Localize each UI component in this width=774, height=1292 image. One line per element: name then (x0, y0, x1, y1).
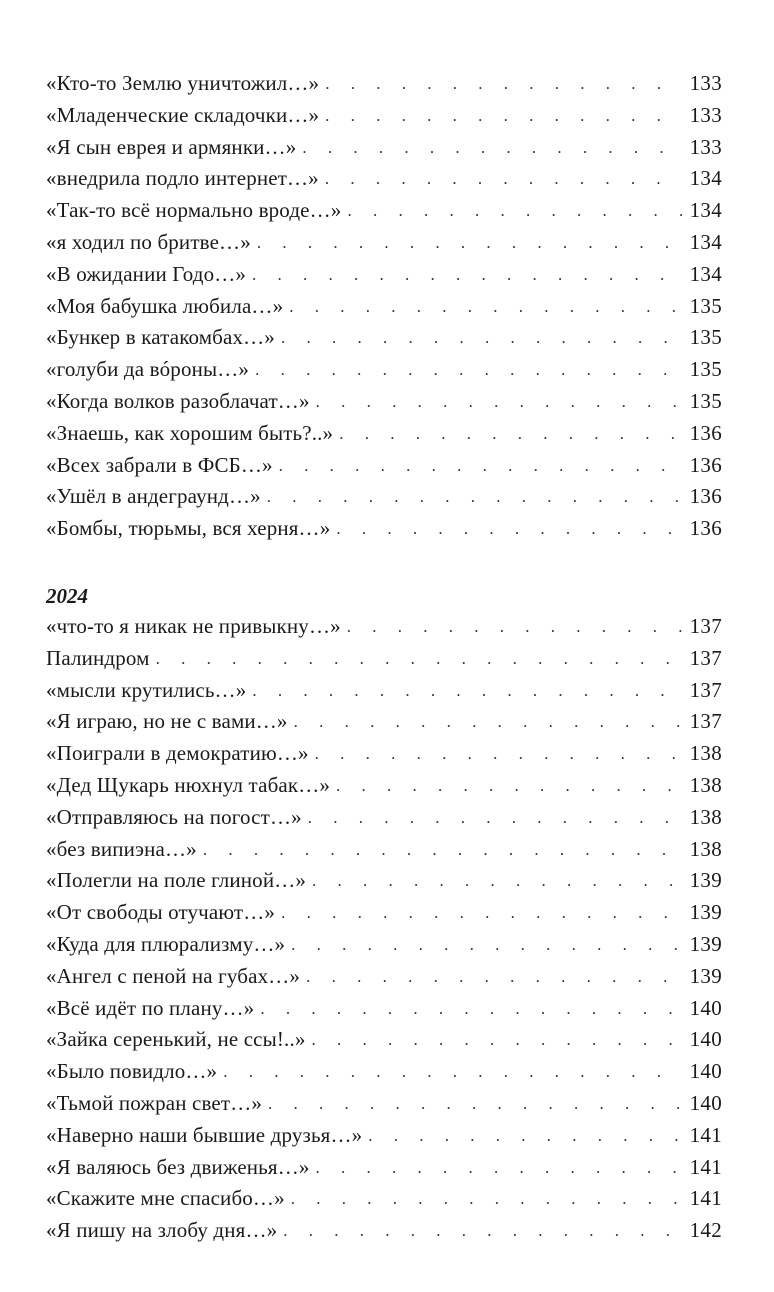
toc-entry (46, 1183, 722, 1215)
toc-entry (46, 163, 722, 195)
toc-entry-title: Палиндром (46, 645, 150, 670)
toc-entry-title: «Ушёл в андеграунд…» (46, 484, 261, 509)
toc-entry (46, 897, 722, 929)
toc-entry-title: «Когда волков разоблачат…» (46, 388, 310, 413)
toc-entry-title: «Я играю, но не с вами…» (46, 709, 288, 734)
toc-entry (46, 132, 722, 164)
toc-entry-page-number: 142 (689, 1218, 722, 1243)
dot-leader (156, 643, 682, 675)
toc-entry-page-number: 137 (689, 677, 722, 702)
toc-entry-page-number: 139 (689, 900, 722, 925)
toc-entry (46, 227, 722, 259)
dot-leader (316, 1152, 682, 1184)
toc-entry-page-number: 134 (689, 229, 722, 254)
toc-entry (46, 1120, 722, 1152)
dot-leader (252, 675, 681, 707)
toc-entry (46, 1215, 722, 1247)
dot-leader (203, 834, 682, 866)
toc-entry-page-number: 137 (689, 709, 722, 734)
toc-entry (46, 1056, 722, 1088)
dot-leader (260, 993, 681, 1025)
dot-leader (339, 418, 681, 450)
toc-entry-title: «Скажите мне спасибо…» (46, 1186, 285, 1211)
toc-entry (46, 322, 722, 354)
toc-entry-page-number: 141 (689, 1154, 722, 1179)
dot-leader (312, 865, 682, 897)
toc-entry-page-number: 140 (689, 995, 722, 1020)
toc-entry-title: «внедрила подло интернет…» (46, 166, 319, 191)
toc-entry-page-number: 138 (689, 836, 722, 861)
toc-entry (46, 643, 722, 675)
toc-entry (46, 418, 722, 450)
dot-leader (257, 227, 682, 259)
toc-entry (46, 802, 722, 834)
toc-entry-title: «голуби да вóроны…» (46, 357, 250, 382)
toc-entry-page-number: 135 (689, 357, 722, 382)
toc-entry-title: «Кто-то Землю уничтожил…» (46, 71, 320, 95)
toc-entry-title: «Ангел с пеной на губах…» (46, 963, 301, 988)
toc-entry-page-number: 136 (689, 452, 722, 477)
dot-leader (315, 738, 682, 770)
toc-entry (46, 386, 722, 418)
toc-entry (46, 68, 722, 100)
toc-entry-page-number: 135 (689, 293, 722, 318)
dot-leader (294, 706, 682, 738)
dot-leader (223, 1056, 681, 1088)
toc-entry-title: «Я валяюсь без движенья…» (46, 1154, 310, 1179)
dot-leader (268, 1088, 682, 1120)
toc-entry-title: «Бункер в катакомбах…» (46, 325, 275, 350)
toc-entry-title: «мысли крутились…» (46, 677, 247, 702)
toc-entry-page-number: 134 (689, 261, 722, 286)
table-of-contents-page (46, 68, 722, 1247)
year-heading: 2024 (46, 583, 88, 608)
toc-list-section-1 (46, 68, 722, 545)
dot-leader (302, 132, 681, 164)
toc-entry (46, 1152, 722, 1184)
toc-entry-page-number: 134 (689, 198, 722, 223)
toc-entry-title: «Отправляюсь на погост…» (46, 804, 302, 829)
toc-entry (46, 865, 722, 897)
toc-entry-page-number: 139 (689, 868, 722, 893)
toc-entry-page-number: 138 (689, 772, 722, 797)
toc-entry (46, 100, 722, 132)
toc-entry-title: «Куда для плюрализму…» (46, 931, 286, 956)
toc-entry (46, 770, 722, 802)
toc-entry (46, 961, 722, 993)
dot-leader (316, 386, 682, 418)
dot-leader (252, 259, 682, 291)
toc-entry-title: «Знаешь, как хорошим быть?..» (46, 420, 334, 445)
dot-leader (325, 163, 682, 195)
toc-entry (46, 706, 722, 738)
dot-leader (281, 322, 682, 354)
toc-entry (46, 450, 722, 482)
toc-list-section-2 (46, 611, 722, 1247)
toc-entry (46, 1024, 722, 1056)
toc-entry-page-number: 140 (689, 1059, 722, 1084)
dot-leader (308, 802, 682, 834)
toc-entry-title: «Зайка серенький, не ссы!..» (46, 1027, 306, 1052)
toc-entry-title: «Наверно наши бывшие друзья…» (46, 1122, 363, 1147)
toc-entry-title: «Я сын еврея и армянки…» (46, 134, 297, 159)
toc-entry-page-number: 136 (689, 516, 722, 541)
section-gap (46, 545, 722, 581)
toc-entry-title: «В ожидании Годо…» (46, 261, 247, 286)
toc-entry-title: «Я пишу на злобу дня…» (46, 1218, 278, 1243)
toc-entry-page-number: 133 (689, 134, 722, 159)
toc-entry-page-number: 137 (689, 613, 722, 638)
dot-leader (289, 291, 681, 323)
toc-entry-title: «Всё идёт по плану…» (46, 995, 255, 1020)
toc-entry (46, 611, 722, 643)
toc-entry (46, 291, 722, 323)
toc-entry-title: «Младенческие складочки…» (46, 102, 320, 127)
toc-entry-title: «От свободы отучают…» (46, 900, 276, 925)
toc-entry-page-number: 134 (689, 166, 722, 191)
toc-entry-title: «Так-то всё нормально вроде…» (46, 198, 342, 223)
toc-entry (46, 195, 722, 227)
toc-entry-title: «Моя бабушка любила…» (46, 293, 284, 318)
toc-entry (46, 738, 722, 770)
dot-leader (347, 611, 682, 643)
toc-entry-title: «Всех забрали в ФСБ…» (46, 452, 273, 477)
toc-entry (46, 513, 722, 545)
toc-entry (46, 993, 722, 1025)
toc-entry-page-number: 138 (689, 741, 722, 766)
toc-entry (46, 929, 722, 961)
dot-leader (336, 770, 682, 802)
dot-leader (279, 450, 682, 482)
toc-entry-title: «Было повидло…» (46, 1059, 218, 1084)
dot-leader (267, 481, 682, 513)
dot-leader (312, 1024, 682, 1056)
toc-entry-page-number: 139 (689, 931, 722, 956)
toc-entry-page-number: 141 (689, 1122, 722, 1147)
toc-entry-page-number: 136 (689, 484, 722, 509)
toc-entry (46, 1088, 722, 1120)
toc-entry-page-number: 139 (689, 963, 722, 988)
dot-leader (291, 1183, 682, 1215)
dot-leader (255, 354, 682, 386)
dot-leader (291, 929, 681, 961)
toc-entry-page-number: 135 (689, 325, 722, 350)
toc-entry-page-number: 138 (689, 804, 722, 829)
dot-leader (336, 513, 681, 545)
toc-entry-title: «я ходил по бритве…» (46, 229, 251, 254)
toc-entry (46, 834, 722, 866)
toc-entry-page-number: 135 (689, 388, 722, 413)
toc-entry-page-number: 136 (689, 420, 722, 445)
dot-leader (325, 100, 681, 132)
dot-leader (325, 68, 681, 100)
toc-entry (46, 675, 722, 707)
dot-leader (347, 195, 681, 227)
dot-leader (306, 961, 682, 993)
toc-entry (46, 259, 722, 291)
toc-entry-page-number: 140 (689, 1090, 722, 1115)
toc-entry-page-number: 140 (689, 1027, 722, 1052)
dot-leader (283, 1215, 681, 1247)
toc-entry-page-number: 137 (689, 645, 722, 670)
toc-entry-page-number: 141 (689, 1186, 722, 1211)
toc-entry (46, 354, 722, 386)
toc-entry-title: «без випиэна…» (46, 836, 197, 861)
toc-entry-page-number: 133 (689, 102, 722, 127)
toc-entry-page-number: 133 (689, 71, 722, 95)
toc-entry-title: «Бомбы, тюрьмы, вся херня…» (46, 516, 331, 541)
toc-entry-title: «Дед Щукарь нюхнул табак…» (46, 772, 331, 797)
toc-entry-title: «Тьмой пожран свет…» (46, 1090, 263, 1115)
dot-leader (281, 897, 682, 929)
toc-entry-title: «Поиграли в демократию…» (46, 741, 309, 766)
toc-entry-title: «что-то я никак не привыкну…» (46, 613, 341, 638)
dot-leader (368, 1120, 681, 1152)
toc-entry-title: «Полегли на поле глиной…» (46, 868, 307, 893)
toc-entry (46, 481, 722, 513)
